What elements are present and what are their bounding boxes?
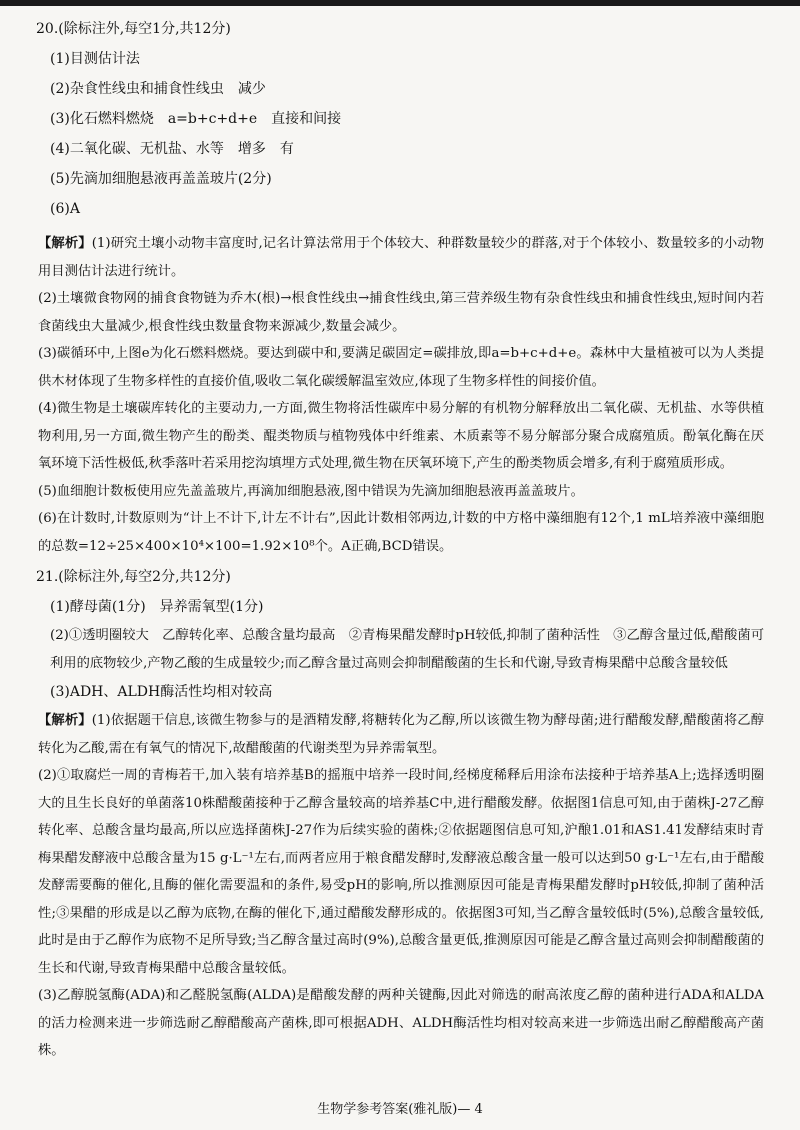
q21-answer-1: (1)酵母菌(1分) 异养需氧型(1分)	[50, 599, 264, 615]
q20-answer-5: (5)先滴加细胞悬液再盖盖玻片(2分)	[50, 171, 272, 187]
q20-analysis-1: 【解析】(1)研究土壤小动物丰富度时,记名计算法常用于个体较大、种群数量较少的群落,对于个体较小、数量较多的小动物用目测估计法进行统计。	[38, 236, 764, 279]
q21-analysis-3: (3)乙醇脱氢酶(ADA)和乙醛脱氢酶(ALDA)是醋酸发酵的两种关键酶,因此对筛选的耐高浓度乙醇的菌种进行ADA和ALDA的活力检测来进一步筛选耐乙醇醋酸高产菌株,即可根据ADH、ALDH酶活性均相对较高来进一步筛选出耐乙醇醋酸高产菌株。	[38, 988, 764, 1058]
page-footer: 生物学参考答案(雅礼版)— 4	[317, 1102, 483, 1117]
q21-answer-2: (2)①透明圈较大 乙醇转化率、总酸含量均最高 ②青梅果醋发酵时pH较低,抑制了菌种活性 ③乙醇含量过低,醋酸菌可利用的底物较少,产物乙酸的生成量较少;而乙醇含量过高则会抑制醋酸菌的生长和代谢,导致青梅果醋中总酸含量较低	[50, 628, 764, 671]
q20-answer-2: (2)杂食性线虫和捕食性线虫 减少	[50, 81, 266, 97]
q21-answer-3: (3)ADH、ALDH酶活性均相对较高	[50, 684, 273, 700]
analysis-tag: 【解析】	[38, 236, 92, 251]
q20-answer-6: (6)A	[50, 201, 80, 217]
q20-analysis-3: (3)碳循环中,上图e为化石燃料燃烧。要达到碳中和,要满足碳固定=碳排放,即a=b+c+d+e。森林中大量植被可以为人类提供木材体现了生物多样性的直接价值,吸收二氧化碳缓解温室效应,体现了生物多样性的间接价值。	[38, 346, 764, 389]
analysis-tag: 【解析】	[38, 713, 92, 728]
top-border	[0, 0, 800, 6]
q20-answer-1: (1)目测估计法	[50, 51, 140, 67]
answer-page	[38, 14, 764, 1065]
q20-analysis-6: (6)在计数时,计数原则为“计上不计下,计左不计右”,因此计数相邻两边,计数的中方格中藻细胞有12个,1 mL培养液中藻细胞的总数=12÷25×400×10⁴×100=1.92×10⁸个。A正确,BCD错误。	[38, 511, 764, 554]
q20-analysis-5: (5)血细胞计数板使用应先盖盖玻片,再滴加细胞悬液,图中错误为先滴加细胞悬液再盖盖玻片。	[38, 483, 584, 499]
q20-answer-3: (3)化石燃料燃烧 a=b+c+d+e 直接和间接	[50, 111, 342, 127]
q20-analysis-4: (4)微生物是土壤碳库转化的主要动力,一方面,微生物将活性碳库中易分解的有机物分解释放出二氧化碳、无机盐、水等供植物利用,另一方面,微生物产生的酚类、醌类物质与植物残体中纤维素、木质素等不易分解部分聚合成腐殖质。酚氧化酶在厌氧环境下活性极低,秋季落叶若采用挖沟填埋方式处理,微生物在厌氧环境下,产生的酚类物质会增多,有利于腐殖质形成。	[38, 401, 764, 471]
q21-analysis-1: 【解析】(1)依据题干信息,该微生物参与的是酒精发酵,将糖转化为乙醇,所以该微生物为酵母菌;进行醋酸发酵,醋酸菌将乙醇转化为乙酸,需在有氧气的情况下,故醋酸菌的代谢类型为异养需氧型。	[38, 713, 764, 756]
q21-analysis-2: (2)①取腐烂一周的青梅若干,加入装有培养基B的摇瓶中培养一段时间,经梯度稀释后用涂布法接种于培养基A上;选择透明圈大的且生长良好的单菌落10株醋酸菌接种于乙醇含量较高的培养基C中,进行醋酸发酵。依据图1信息可知,由于菌株J-27乙醇转化率、总酸含量均最高,所以应选择菌株J-27作为后续实验的菌株;②依据题图信息可知,沪酿1.01和AS1.41发酵结束时青梅果醋发酵液中总酸含量为15 g·L⁻¹左右,而两者应用于粮食醋发酵时,发酵液总酸含量一般可以达到50 g·L⁻¹左右,由于醋酸发酵需要酶的催化,且酶的催化需要温和的条件,易受pH的影响,所以推测原因可能是青梅果醋发酵时pH较低,抑制了菌种活性;③果醋的形成是以乙醇为底物,在酶的催化下,通过醋酸发酵形成的。依据图3可知,当乙醇含量较低时(5%),总酸含量较低,此时是由于乙醇作为底物不足所导致;当乙醇含量过高时(9%),总酸含量更低,推测原因可能是乙醇含量过高则会抑制醋酸菌的生长和代谢,导致青梅果醋中总酸含量较低。	[38, 768, 764, 976]
q20-answer-4: (4)二氧化碳、无机盐、水等 增多 有	[50, 141, 294, 157]
q20-header: 20.(除标注外,每空1分,共12分)	[36, 21, 231, 37]
q21-header: 21.(除标注外,每空2分,共12分)	[36, 569, 231, 585]
q20-analysis-2: (2)土壤微食物网的捕食食物链为乔木(根)→根食性线虫→捕食性线虫,第三营养级生物有杂食性线虫和捕食性线虫,短时间内若食菌线虫大量减少,根食性线虫数量食物来源减少,数量会减少。	[38, 291, 764, 334]
